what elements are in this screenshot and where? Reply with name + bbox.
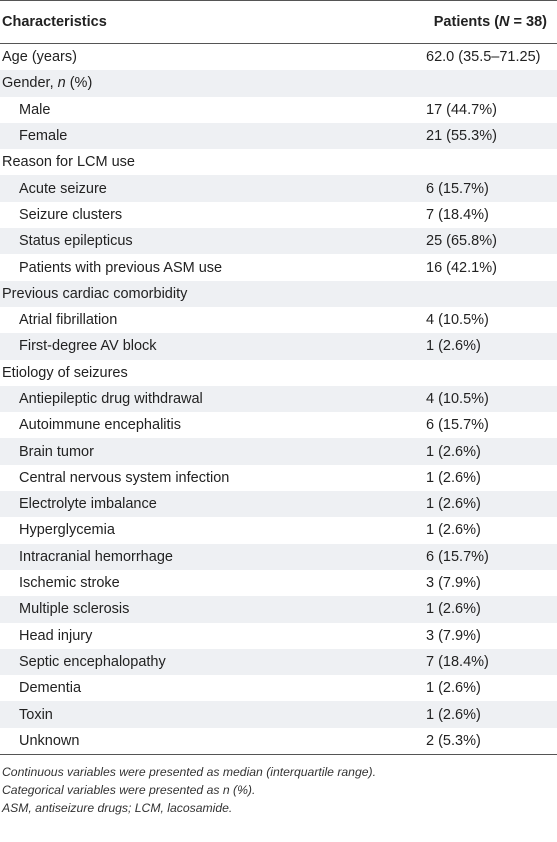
row-value: 7 (18.4%) <box>426 206 489 223</box>
row-value: 1 (2.6%) <box>426 601 481 618</box>
table-subrow <box>0 623 557 649</box>
row-label: Gender, n (%) <box>2 75 93 92</box>
row-value: 16 (42.1%) <box>426 259 497 276</box>
row-label: Unknown <box>19 732 80 749</box>
row-value: 1 (2.6%) <box>426 522 481 539</box>
table-subrow <box>0 701 557 727</box>
row-value: 1 (2.6%) <box>426 469 481 486</box>
header-patients: Patients (N = 38) <box>433 14 547 30</box>
row-label: Seizure clusters <box>19 206 123 223</box>
row-label: Antiepileptic drug withdrawal <box>19 391 203 407</box>
row-value: 21 (55.3%) <box>426 128 497 145</box>
table-subrow <box>0 228 557 254</box>
table-row <box>0 44 557 70</box>
row-label: Female <box>19 128 68 145</box>
row-value: 17 (44.7%) <box>426 101 497 118</box>
table-subrow <box>0 465 557 491</box>
table-subrow <box>0 517 557 543</box>
table-row <box>0 360 557 386</box>
table-subrow <box>0 123 557 149</box>
table-subrow <box>0 307 557 333</box>
row-value: 4 (10.5%) <box>426 312 489 329</box>
row-value: 6 (15.7%) <box>426 417 489 434</box>
table-subrow <box>0 333 557 359</box>
table-subrow <box>0 491 557 517</box>
row-value: 4 (10.5%) <box>426 391 489 407</box>
row-value: 1 (2.6%) <box>426 338 481 355</box>
table-subrow <box>0 728 557 754</box>
row-value: 6 (15.7%) <box>426 180 489 197</box>
row-label: Ischemic stroke <box>19 575 120 592</box>
table-subrow <box>0 570 557 596</box>
row-label: Previous cardiac comorbidity <box>2 285 188 302</box>
row-label: Etiology of seizures <box>2 364 128 381</box>
row-label: Age (years) <box>2 49 77 66</box>
table-subrow <box>0 649 557 675</box>
row-label: Acute seizure <box>19 180 107 197</box>
table-subrow <box>0 386 557 412</box>
row-label: Toxin <box>19 706 53 723</box>
row-label: Multiple sclerosis <box>19 601 130 618</box>
row-label: First-degree AV block <box>19 338 157 355</box>
footnote-categorical: Categorical variables were presented as n (%). <box>2 783 256 798</box>
row-label: Head injury <box>19 627 93 644</box>
row-value: 6 (15.7%) <box>426 548 489 565</box>
row-label: Atrial fibrillation <box>19 312 118 329</box>
row-label: Dementia <box>19 680 82 697</box>
row-value: 2 (5.3%) <box>426 732 481 749</box>
table-row <box>0 281 557 307</box>
row-label: Brain tumor <box>19 443 94 460</box>
table-subrow <box>0 254 557 280</box>
footnote-continuous: Continuous variables were presented as median (interquartile range). <box>2 765 376 780</box>
row-label: Central nervous system infection <box>19 469 230 486</box>
row-label: Hyperglycemia <box>19 522 115 539</box>
table-subrow <box>0 675 557 701</box>
table-subrow <box>0 97 557 123</box>
row-value: 1 (2.6%) <box>426 496 481 513</box>
row-value: 1 (2.6%) <box>426 706 481 723</box>
table-subrow <box>0 202 557 228</box>
table-row <box>0 70 557 96</box>
table-subrow <box>0 438 557 464</box>
row-label: Patients with previous ASM use <box>19 259 223 276</box>
row-label: Autoimmune encephalitis <box>19 417 182 434</box>
row-value: 25 (65.8%) <box>426 233 497 250</box>
table-subrow <box>0 412 557 438</box>
row-label: Intracranial hemorrhage <box>19 548 173 565</box>
row-value: 1 (2.6%) <box>426 680 481 697</box>
table-header <box>0 1 557 43</box>
row-value: 3 (7.9%) <box>426 627 481 644</box>
row-value: 3 (7.9%) <box>426 575 481 592</box>
table-subrow <box>0 544 557 570</box>
table-subrow <box>0 175 557 201</box>
row-label: Septic encephalopathy <box>19 653 166 670</box>
row-value: 1 (2.6%) <box>426 443 481 460</box>
footnote-abbreviations: ASM, antiseizure drugs; LCM, lacosamide. <box>2 801 233 816</box>
table-row <box>0 149 557 175</box>
row-label: Male <box>19 101 51 118</box>
row-label: Status epilepticus <box>19 233 133 250</box>
table-subrow <box>0 596 557 622</box>
row-label: Reason for LCM use <box>2 154 135 171</box>
row-value: 62.0 (35.5–71.25) <box>426 49 541 66</box>
row-value: 7 (18.4%) <box>426 653 489 670</box>
header-characteristics: Characteristics <box>2 14 107 30</box>
table-footnotes <box>0 755 557 817</box>
row-label: Electrolyte imbalance <box>19 496 157 513</box>
table-body <box>0 44 557 754</box>
